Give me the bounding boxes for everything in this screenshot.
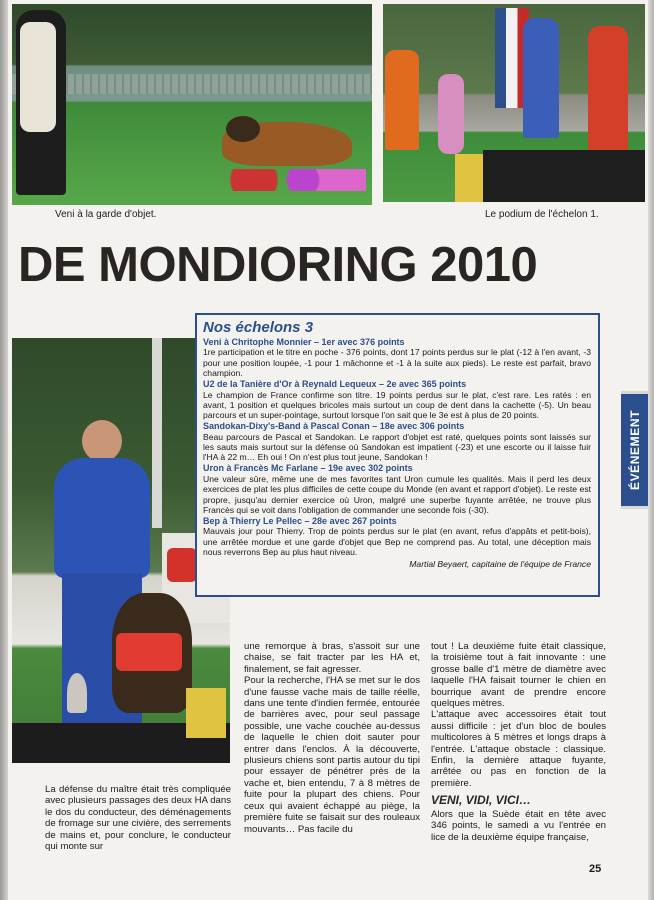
entry-body: Mauvais jour pour Thierry. Trop de points perdus sur le plat (en avant, refus d'appâts et petit-bois), une arrêtée mordue et une garde d'objet que Bep ne comprend pas. Au total, une déception mais nous reverrons Bep au plus haut niveau. (203, 526, 591, 558)
section-tab-label: ÉVÉNEMENT (627, 409, 642, 491)
winner-figure (523, 18, 559, 138)
entry-head: Sandokan-Dixy's-Band à Pascal Conan – 18e avec 306 points (203, 421, 465, 432)
guarded-object (226, 169, 366, 191)
person-red (588, 26, 628, 156)
caption-top-right: Le podium de l'échelon 1. (485, 209, 599, 220)
text-column-a (45, 784, 231, 852)
paragraph: tout ! La deuxième fuite était classique, la troisième tout à fait innovante : une grosse balle d'1 mètre de diamètre avec laquelle l'HA faisait tourner le chien en bourrique avant de prendre encore quelques mètres. (431, 641, 606, 710)
food-bag (186, 688, 226, 738)
entry-head: Bep à Thierry Le Pellec – 28e avec 267 points (203, 515, 397, 526)
trophy (67, 673, 87, 713)
page-spine-shadow (0, 0, 8, 900)
paragraph: une remorque à bras, s'assoit sur une chaise, se fait tracter par les HA et, finalement, se fait agresser. (244, 641, 420, 675)
person-orange (385, 50, 419, 150)
box-signature: Martial Beyaert, capitaine de l'équipe de France (409, 558, 591, 569)
entry-body: 1re participation et le titre en poche - 376 points, dont 17 points perdus sur le plat (-12 à l'en avant, -3 pour une position loupée, -1 pour 1 mâchonne et -1 à la suite aux pieds). Le reste est parfait, bravo champion. (203, 347, 591, 379)
section-tab (621, 391, 648, 509)
dog-bib (116, 633, 182, 671)
decoy-suit-panel (20, 22, 56, 132)
entry-body: Beau parcours de Pascal et Sandokan. Le rapport d'objet est raté, quelques points sont laissés sur les sauts mais surtout sur la défense où Sandokan est impatient (-23) et une escorte ou il laisse fuir l'HA à 22 m… Eh oui ! On n'est plus tout jeune, Sandokan ! (203, 431, 591, 463)
entry-head: U2 de la Tanière d'Or à Reynald Lequeux – 2e avec 365 points (203, 379, 467, 390)
page-edge (648, 0, 654, 900)
results-box (195, 313, 600, 597)
fence (12, 74, 372, 94)
dog-head (226, 116, 260, 142)
paragraph: Alors que la Suède était en tête avec 346 points, le samedi a vu l'entrée en lice de la deuxième équipe française, (431, 808, 606, 843)
paragraph: La défense du maître était très compliquée avec plusieurs passages des deux HA dans le dos du conducteur, des déménagements de fromage sur une civière, des serrements de mains et, pour conclure, le conducteur qui monte sur (45, 784, 231, 853)
section-subhead: VENI, VIDI, VICI… (431, 793, 532, 808)
podium-sign (455, 154, 483, 202)
entry-head: Uron à Francès Mc Farlane – 19e avec 302 points (203, 463, 413, 474)
person-pink (438, 74, 464, 154)
entry-body: Le champion de France confirme son titre. 19 points perdus sur le plat, c'est rare. Les ratés : en avant, 1 position et quelques bricoles mais surtout un coup de dent dans la cachette (-5). Un beau parcours et un super-pointage, surtout lorsque l'on sait que le 3e est à plus de 20 points. (203, 389, 591, 421)
entry-body: Une valeur sûre, même une de mes favorites tant Uron cumule les qualités. Mais il perd les deux exercices de plat les plus difficiles de cette coupe du Monde (en avant et rapport d'objet). Le reste est propre, jusqu'au dernier exercice où Uron, malgré une superbe fuyante arrêtée, ne trouve plus Francès qui se voit dans l'obligation de commander une seconde fois (-30). (203, 473, 591, 515)
caption-top-left: Veni à la garde d'objet. (55, 209, 157, 220)
photo-dog-object-guard (12, 4, 372, 205)
paragraph: Pour la recherche, l'HA se met sur le dos d'une fausse vache mais de taille réelle, dans une tente d'indien fermée, entourée de barrières avec, pour seul passage possible, une vache couchée au-dessus de laquelle le chien doit sauter pour entrer dans l'enclos. À la découverte, plusieurs chiens sont partis autour du tipi pour essayer de pénétrer près de la vache et, bien entendu, 7 à 8 mètres de fuite pour la plupart des chiens. Pour ceux qui avaient échappé au piège, la première fuite se faisait sur des rouleaux mouvants… Pas facile du (244, 675, 420, 835)
handler-head (82, 420, 122, 462)
text-column-b (244, 641, 420, 835)
article-headline: DE MONDIORING 2010 (18, 238, 538, 292)
pole (152, 338, 162, 528)
entry-head: Veni à Chritophe Monnier – 1er avec 376 points (203, 337, 405, 347)
paragraph: L'attaque avec accessoires était tout aussi difficile : jet d'un bloc de boules multicolores à 5 mètres et longs draps à l'entrée. L'attaque obstacle : classique. Enfin, la dernière attaque fuyante, arrêtée ou pas en fonction de la première. (431, 709, 606, 789)
text-column-c (431, 641, 606, 843)
banner-logo (167, 548, 197, 582)
podium-block (483, 150, 645, 202)
photo-podium (383, 4, 645, 202)
handler-jacket (54, 458, 150, 578)
box-title: Nos échelons 3 (203, 319, 314, 336)
page-number: 25 (589, 863, 602, 875)
